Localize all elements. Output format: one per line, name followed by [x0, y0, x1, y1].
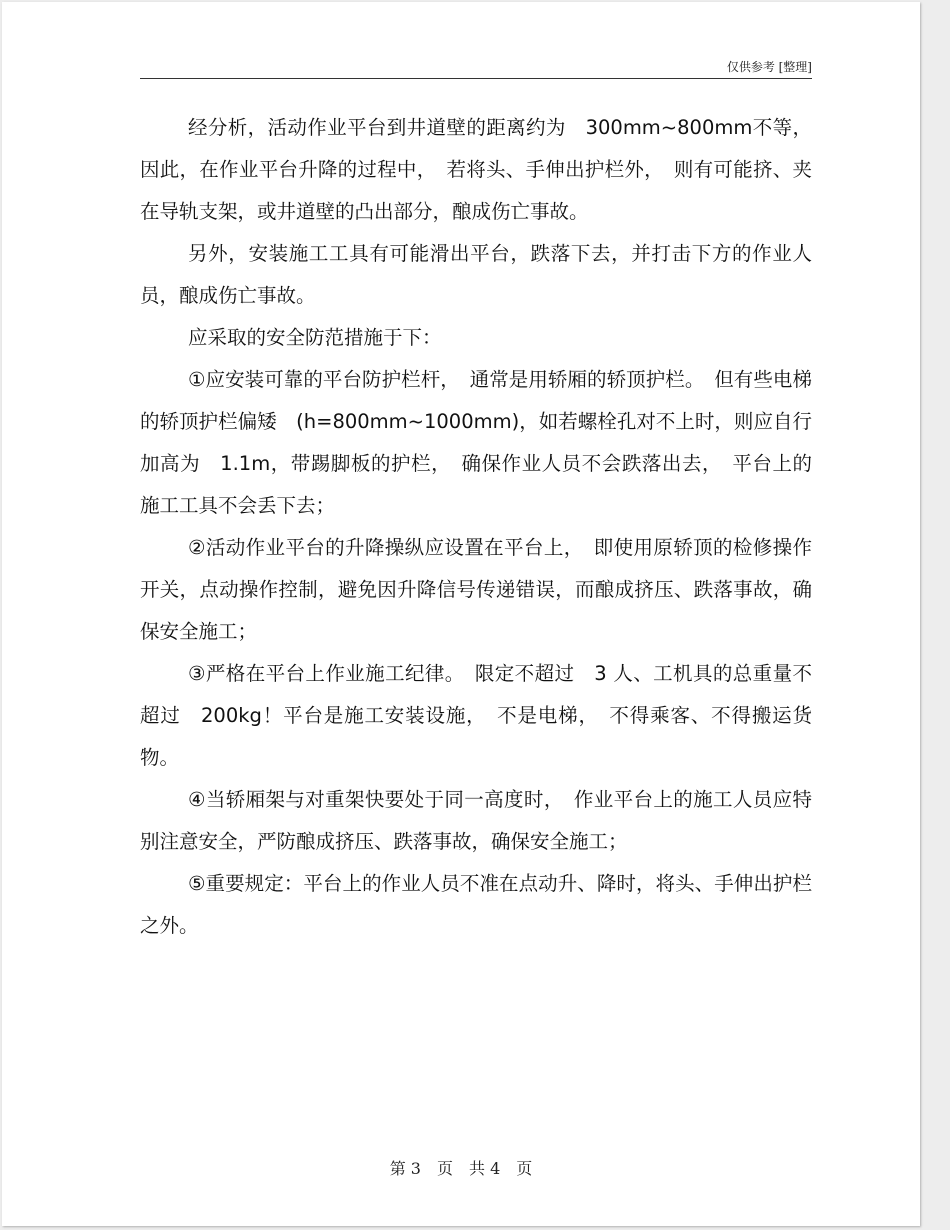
paragraph: 另外，安装施工工具有可能滑出平台，跌落下去，并打击下方的作业人员，酿成伤亡事故。: [140, 242, 812, 307]
header-divider: [140, 78, 812, 79]
page-header: 仅供参考 [整理]: [726, 60, 812, 74]
paragraph: ③严格在平台上作业施工纪律。 限定不超过 3 人、工机具的总重量不超过 200kg！平台是施工安装设施， 不是电梯， 不得乘客、不得搬运货物。: [140, 662, 812, 769]
document-page: [2, 2, 920, 1226]
paragraph: ②活动作业平台的升降操纵应设置在平台上， 即使用原轿顶的检修操作开关，点动操作控制，避免因升降信号传递错误，而酿成挤压、跌落事故，确保安全施工；: [140, 536, 812, 643]
paragraph: 应采取的安全防范措施于下：: [188, 326, 442, 349]
paragraph: ④当轿厢架与对重架快要处于同一高度时， 作业平台上的施工人员应特别注意安全，严防酿成挤压、跌落事故，确保安全施工；: [140, 788, 812, 853]
paragraph: 经分析，活动作业平台到井道壁的距离约为 300mm~800mm不等，因此，在作业平台升降的过程中， 若将头、手伸出护栏外， 则有可能挤、夹在导轨支架，或井道壁的凸出部分，酿成伤亡事故。: [140, 116, 812, 223]
document-body: [140, 107, 812, 947]
page-number-footer: 第 3 页 共 4 页: [389, 1159, 533, 1178]
paragraph: ①应安装可靠的平台防护栏杆， 通常是用轿厢的轿顶护栏。 但有些电梯的轿顶护栏偏矮 (h=800mm~1000mm)，如若螺栓孔对不上时，则应自行加高为 1.1m，带踢脚板的护栏， 确保作业人员不会跌落出去， 平台上的施工工具不会丢下去；: [140, 368, 812, 517]
paragraph: ⑤重要规定：平台上的作业人员不准在点动升、降时，将头、手伸出护栏之外。: [140, 872, 812, 937]
